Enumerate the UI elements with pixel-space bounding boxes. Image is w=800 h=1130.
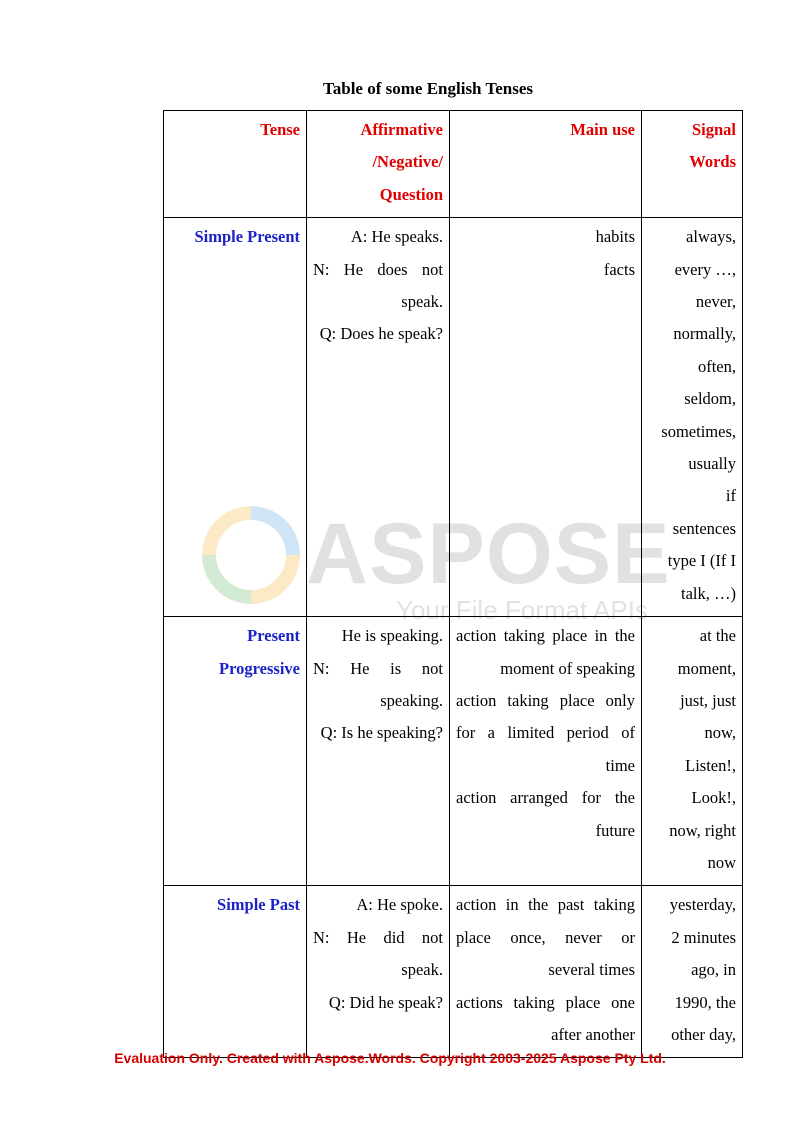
watermark-tagline: Your File Format APIs <box>396 595 648 625</box>
header-forms: Affirmative /Negative/ Question <box>307 111 450 218</box>
evaluation-footer: Evaluation Only. Created with Aspose.Words. Copyright 2003-2025 Aspose Pty Ltd. <box>114 1050 666 1066</box>
signal-words-cell: yesterday, 2 minutes ago, in 1990, the other day, <box>642 886 743 1058</box>
tenses-table <box>163 110 743 1058</box>
table-row <box>164 886 743 1058</box>
tense-cell: Simple Past <box>164 886 307 1058</box>
tense-cell: Present Progressive <box>164 617 307 886</box>
table-row <box>164 218 743 617</box>
document-title: Table of some English Tenses <box>322 79 534 98</box>
table-row <box>164 617 743 886</box>
header-signal-words: Signal Words <box>642 111 743 218</box>
main-use-cell: action in the past taking place once, never or several times actions taking place one after another <box>450 886 642 1058</box>
main-use-cell: action taking place in the moment of speaking action taking place only for a limited period of time action arranged for the future <box>450 617 642 886</box>
main-use-cell: habits facts <box>450 218 642 617</box>
forms-cell: A: He spoke. N: He did not speak. Q: Did he speak? <box>307 886 450 1058</box>
signal-words-cell: at the moment, just, just now, Listen!, Look!, now, right now <box>642 617 743 886</box>
header-tense: Tense <box>164 111 307 218</box>
forms-cell: A: He speaks. N: He does not speak. Q: Does he speak? <box>307 218 450 617</box>
tense-cell: Simple Present <box>164 218 307 617</box>
table-header-row <box>164 111 743 218</box>
header-main-use: Main use <box>450 111 642 218</box>
forms-cell: He is speaking. N: He is not speaking. Q: Is he speaking? <box>307 617 450 886</box>
signal-words-cell: always, every …, never, normally, often, seldom, sometimes, usually if sentences type I (If I talk, …) <box>642 218 743 617</box>
watermark-brand: ASPOSE <box>306 506 671 602</box>
